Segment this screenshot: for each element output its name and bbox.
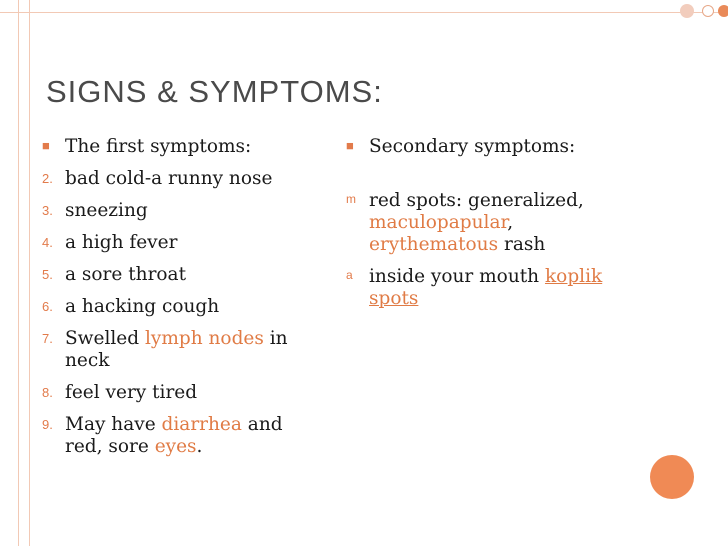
list-marker: m (346, 192, 356, 206)
list-number: 4. (42, 235, 53, 250)
list-header (42, 136, 312, 158)
decor-circle (718, 5, 728, 17)
term-diarrhea: diarrhea (161, 414, 242, 435)
decor-circle (680, 4, 694, 18)
bullet-icon: ■ (42, 138, 50, 153)
list-number: 9. (42, 417, 53, 432)
list-item-text: and red, sore (65, 414, 283, 457)
list-item-text: a hacking cough (65, 296, 220, 317)
bullet-icon: ■ (346, 138, 354, 153)
list-item (42, 382, 312, 404)
slide-title: SIGNS & SYMPTOMS: (46, 74, 383, 109)
term-erythematous: erythematous (369, 234, 499, 255)
list-number: 5. (42, 267, 53, 282)
term-maculopapular: maculopapular (369, 212, 508, 233)
list-header-text: The first symptoms: (65, 136, 252, 157)
list-item (346, 190, 626, 256)
list-item (42, 264, 312, 286)
list-item (42, 414, 312, 458)
list-header-text: Secondary symptoms: (369, 136, 576, 157)
list-item-text: feel very tired (65, 382, 198, 403)
term-eyes: eyes (154, 436, 197, 457)
decor-circle-outline (702, 5, 714, 17)
list-number: 7. (42, 331, 53, 346)
list-marker: a (346, 268, 353, 282)
list-item (42, 200, 312, 222)
list-item (42, 296, 312, 318)
list-item-text: red spots: generalized, (369, 190, 584, 211)
term-lymph-nodes: lymph nodes (144, 328, 264, 349)
list-item-text: inside your mouth (369, 266, 545, 287)
list-item-text: sneezing (65, 200, 148, 221)
list-item-text: , (507, 212, 514, 233)
list-item-text: bad cold-a runny nose (65, 168, 273, 189)
right-column (346, 136, 626, 320)
list-item (346, 266, 626, 310)
list-item (42, 168, 312, 190)
list-item (42, 328, 312, 372)
top-rule (0, 12, 728, 13)
list-header (346, 136, 626, 158)
list-number: 2. (42, 171, 53, 186)
decor-circle-large (650, 455, 694, 499)
list-number: 3. (42, 203, 53, 218)
left-column (42, 136, 312, 468)
list-item-text: . (196, 436, 203, 457)
list-item-text: Swelled (65, 328, 145, 349)
list-item (42, 232, 312, 254)
koplik-spots-link[interactable]: koplik spots (369, 266, 603, 309)
left-border-decoration (18, 0, 30, 546)
list-item-text: rash (498, 234, 546, 255)
list-number: 6. (42, 299, 53, 314)
list-item-text: in neck (65, 328, 288, 371)
list-item-text: May have (65, 414, 162, 435)
list-item-text: a high fever (65, 232, 178, 253)
list-number: 8. (42, 385, 53, 400)
list-item-text: a sore throat (65, 264, 187, 285)
